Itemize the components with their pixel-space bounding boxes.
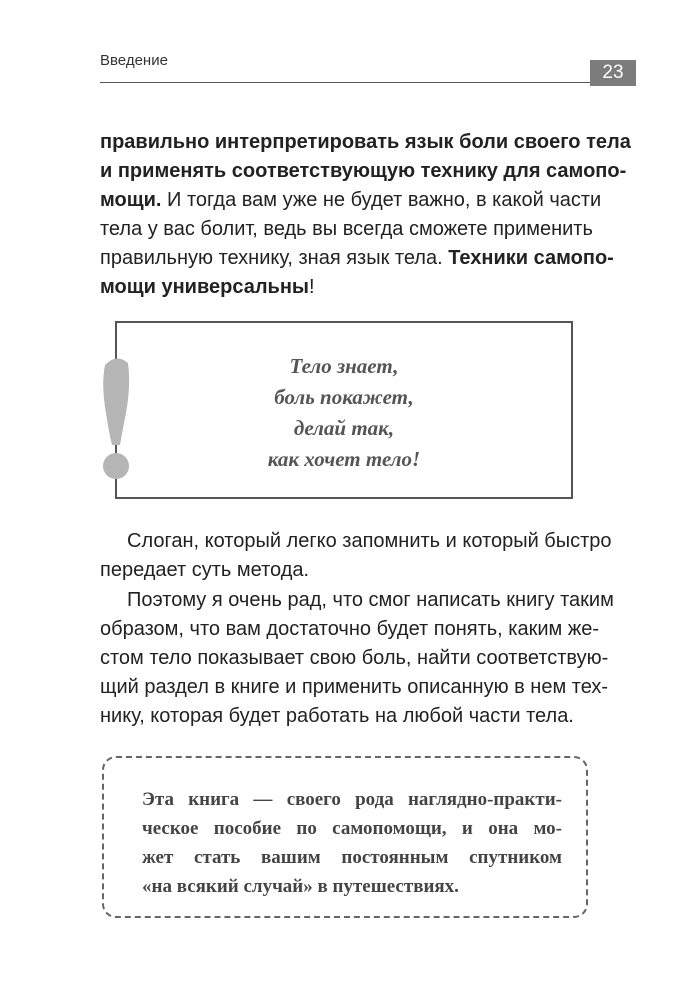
paragraph-line: мощи. И тогда вам уже не будет важно, в какой части	[100, 189, 602, 211]
slogan-line: боль покажет,	[274, 385, 414, 409]
slogan-line: делай так,	[293, 416, 395, 440]
paragraph-line: правильную технику, зная язык тела. Техники самопо-	[100, 247, 614, 269]
paragraph-intro	[100, 128, 631, 302]
paragraph-line: мощи универсальны!	[100, 276, 315, 298]
paragraph-line: и применять соответствующую технику для самопо-	[100, 160, 627, 182]
page-number: 23	[590, 60, 636, 86]
paragraph-slogan-note	[100, 527, 612, 585]
tip-text	[142, 785, 562, 901]
paragraph-line: Поэтому я очень рад, что смог написать книгу таким	[127, 589, 614, 611]
slogan-text	[115, 351, 573, 475]
paragraph-line: правильно интерпретировать язык боли своего тела	[100, 131, 631, 153]
paragraph-line: Слоган, который легко запомнить и который быстро	[127, 530, 612, 552]
paragraph-line: тела у вас болит, ведь вы всегда сможете применить	[100, 218, 593, 240]
paragraph-line: образом, что вам достаточно будет понять, каким же-	[100, 618, 599, 640]
header-rule	[100, 82, 590, 83]
tip-line: «на всякий случай» в путешествиях.	[142, 876, 459, 897]
slogan-line: Тело знает,	[289, 354, 399, 378]
tip-line: Эта книга — своего рода наглядно-практи-	[142, 789, 562, 810]
slogan-line: как хочет тело!	[267, 447, 421, 471]
tip-line: ческое пособие по самопомощи, и она мо-	[142, 818, 562, 839]
paragraph-line: передает суть метода.	[100, 559, 310, 581]
paragraph-method	[100, 586, 614, 731]
tip-line: жет стать вашим постоянным спутником	[142, 847, 562, 868]
paragraph-line: щий раздел в книге и применить описанную в нем тех-	[100, 676, 609, 698]
paragraph-line: стом тело показывает свою боль, найти соответствую-	[100, 647, 609, 669]
section-title: Введение	[100, 52, 168, 69]
paragraph-line: нику, которая будет работать на любой части тела.	[100, 705, 574, 727]
